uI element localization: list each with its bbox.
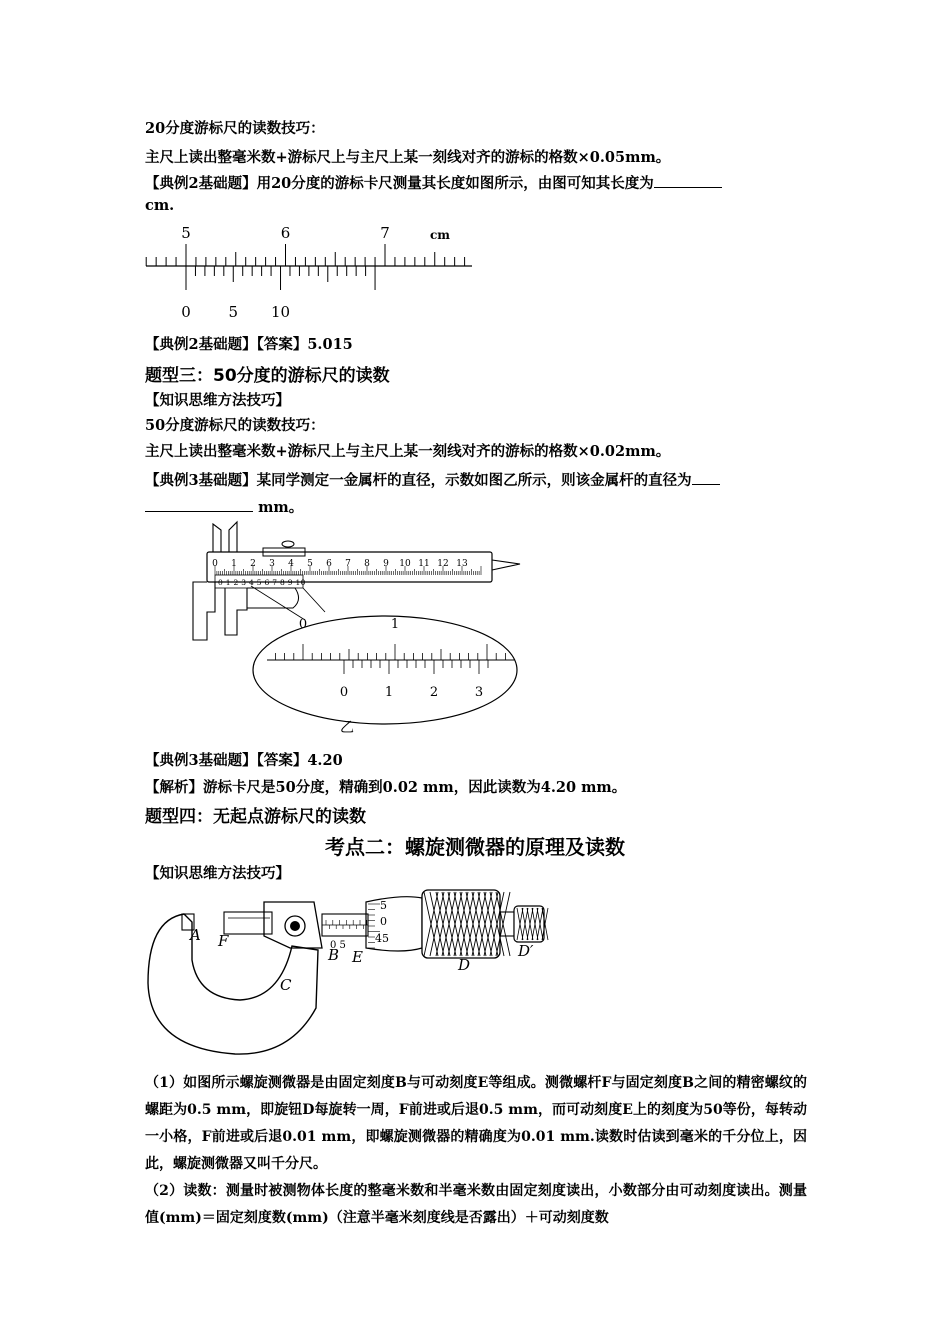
point2-heading: 考点二：螺旋测微器的原理及读数	[325, 835, 625, 859]
main-scale-label: 1	[231, 559, 237, 569]
main-scale-label: 7	[345, 559, 351, 569]
main-scale-label: 7	[380, 224, 390, 242]
example3-unit-line	[145, 496, 303, 517]
main-scale-label: 12	[437, 559, 449, 569]
knowledge-label-1: 【知识思维方法技巧】	[145, 392, 290, 409]
unit-label: cm	[430, 228, 451, 242]
vernier20-tip-formula: 主尺上读出整毫米数+游标尺上与主尺上某一刻线对齐的游标的格数×0.05mm。	[145, 149, 671, 166]
zoom-callout-lines	[251, 586, 325, 620]
example3-analysis	[145, 776, 626, 797]
example3-text: 【典例3基础题】某同学测定一金属杆的直径，示数如图乙所示，则该金属杆的直径为	[145, 472, 692, 489]
depth-rod	[492, 560, 520, 570]
vernier-label: 5	[228, 303, 239, 321]
answer-blank	[692, 470, 720, 485]
section-type3-heading: 题型三：50分度的游标尺的读数	[145, 366, 390, 386]
zoom-main-label: 1	[390, 617, 400, 632]
caliper-figure	[185, 520, 535, 742]
zoom-vernier-label: 1	[384, 685, 394, 700]
main-scale-label: 8	[364, 559, 370, 569]
thumb-grip	[247, 588, 299, 608]
lower-jaw-sliding	[225, 588, 247, 635]
zoom-main-label: 0	[298, 617, 308, 632]
main-scale-label: 9	[383, 559, 389, 569]
section-type4-heading: 题型四：无起点游标尺的读数	[145, 807, 366, 827]
thimble-label: 0	[380, 915, 387, 928]
micrometer-paragraph-2: （2）读数：测量时被测物体长度的整毫米数和半毫米数由固定刻度读出，小数部分由可动刻度读出。测量值(mm)＝固定刻度数(mm)（注意半毫米刻度线是否露出）＋可动刻度数	[145, 1183, 807, 1226]
example2-question	[145, 172, 722, 193]
vernier20-tip-title: 20分度游标尺的读数技巧：	[145, 120, 325, 137]
zoom-ellipse	[253, 616, 517, 724]
vernier-small-labels: 0 1 2 3 4 5 6 7 8 9 10	[218, 578, 306, 587]
label-d: D	[458, 956, 471, 974]
thimble-label: 45	[375, 932, 389, 945]
main-scale-label: 6	[326, 559, 332, 569]
answer-blank	[654, 173, 722, 188]
lock-screw-icon	[282, 541, 294, 547]
main-scale-label: 10	[399, 559, 411, 569]
spindle-f	[224, 912, 272, 934]
zoom-vernier-label: 0	[339, 685, 349, 700]
micrometer-figure	[140, 888, 560, 1058]
label-dprime: D′	[518, 942, 534, 960]
main-scale-label: 5	[307, 559, 313, 569]
label-b: B	[328, 946, 340, 964]
main-scale-label: 13	[456, 559, 468, 569]
example3-answer: 【典例3基础题】【答案】4.20	[145, 752, 343, 769]
ratchet-neck	[500, 912, 514, 936]
label-a: A	[190, 926, 201, 944]
thimble-label: 5	[380, 899, 387, 912]
vernier50-tip-formula: 主尺上读出整毫米数+游标尺上与主尺上某一刻线对齐的游标的格数×0.02mm。	[145, 443, 671, 460]
vernier20-figure	[140, 222, 480, 327]
main-scale-label: 3	[269, 559, 275, 569]
main-scale-label: 2	[250, 559, 256, 569]
analysis-label: 【解析】	[145, 779, 203, 796]
label-e: E	[352, 948, 363, 966]
vernier-label: 0	[181, 303, 191, 321]
analysis-text: 游标卡尺是50分度，精确到0.02 mm，因此读数为4.20 mm。	[203, 779, 627, 796]
zoom-vernier-label: 2	[429, 685, 439, 700]
example2-answer: 【典例2基础题】【答案】5.015	[145, 336, 353, 353]
main-scale-label: 4	[288, 559, 294, 569]
example2-unit: cm.	[145, 197, 175, 214]
label-c: C	[280, 976, 292, 994]
main-scale-label: 5	[181, 224, 191, 242]
knowledge-label-2: 【知识思维方法技巧】	[145, 865, 290, 882]
main-scale-label: 6	[280, 224, 291, 242]
example3-question	[145, 469, 720, 490]
main-scale-label: 0	[212, 559, 218, 569]
sleeve-label: 0 5	[330, 940, 346, 951]
lower-jaw-fixed	[193, 582, 215, 640]
vernier50-tip-title: 50分度游标尺的读数技巧：	[145, 417, 325, 434]
example3-unit: mm。	[258, 499, 304, 516]
zoom-vernier-label: 3	[474, 685, 484, 700]
upper-jaw-sliding	[229, 522, 237, 552]
label-f: F	[218, 932, 229, 950]
micrometer-paragraph-1: （1）如图所示螺旋测微器是由固定刻度B与可动刻度E等组成。测微螺杆F与固定刻度B之间的精密螺纹的螺距为0.5 mm，即旋钮D每旋转一周，F前进或后退0.5 mm，而可动刻度E上的刻度为50等份，每转动一小格，F前进或后退0.01 mm，即螺旋测微器的精确度为0.01 mm.读数时估读到毫米的千分位上，因此，螺旋测微器又叫千分尺。	[145, 1075, 807, 1172]
main-scale-label: 11	[418, 559, 430, 569]
ratchet-dprime	[514, 906, 544, 942]
vernier-label: 10	[270, 303, 291, 321]
figure-caption: 乙	[340, 720, 354, 736]
upper-jaw-fixed	[213, 524, 221, 552]
example2-text: 【典例2基础题】用20分度的游标卡尺测量其长度如图所示，由图可知其长度为	[145, 175, 654, 192]
answer-blank	[145, 497, 253, 512]
lock-knob-icon	[290, 921, 300, 931]
